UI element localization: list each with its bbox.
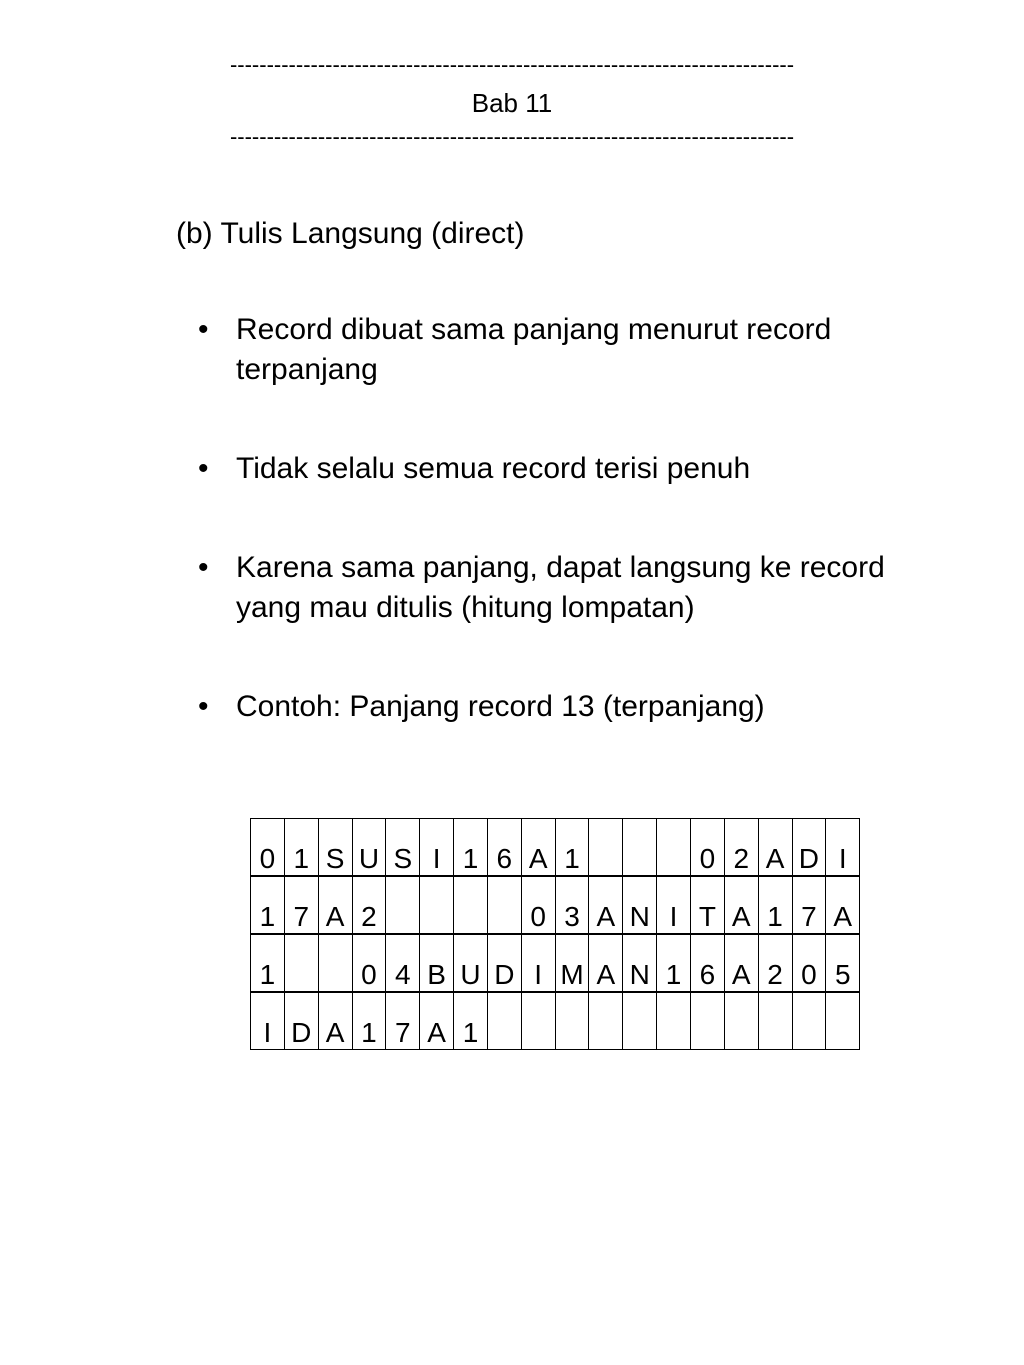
record-cell: I: [826, 819, 860, 875]
record-cell: 2: [759, 935, 793, 991]
record-row: [250, 934, 860, 992]
bullet-icon: •: [198, 551, 209, 584]
record-cell: I: [657, 877, 691, 933]
bullet-list: [198, 310, 938, 786]
record-cell: 4: [386, 935, 420, 991]
record-cell: A: [725, 935, 759, 991]
record-cell: [623, 993, 657, 1049]
record-cell: 0: [691, 819, 725, 875]
bullet-item: [198, 548, 938, 628]
record-cell: D: [793, 819, 827, 875]
record-cell: [285, 935, 319, 991]
record-cell: 1: [556, 819, 590, 875]
record-cell: 7: [793, 877, 827, 933]
record-cell: D: [488, 935, 522, 991]
record-cell: 1: [454, 819, 488, 875]
record-cell: A: [589, 877, 623, 933]
record-cell: [691, 993, 725, 1049]
header-divider-top: -----------------------------------------------------------------------------: [229, 54, 795, 76]
record-cell: M: [556, 935, 590, 991]
bullet-text: Karena sama panjang, dapat langsung ke record yang mau ditulis (hitung lompatan): [236, 551, 885, 624]
record-cell: A: [319, 877, 353, 933]
bullet-icon: •: [198, 452, 209, 485]
record-cell: A: [522, 819, 556, 875]
record-cell: [793, 993, 827, 1049]
record-cell: [657, 819, 691, 875]
record-row: [250, 818, 860, 876]
record-cell: N: [623, 935, 657, 991]
record-cell: A: [725, 877, 759, 933]
record-cell: A: [319, 993, 353, 1049]
record-cell: I: [251, 993, 285, 1049]
record-cell: [488, 877, 522, 933]
record-cell: 0: [522, 877, 556, 933]
record-grid: [250, 818, 860, 1050]
record-cell: [589, 993, 623, 1049]
record-cell: 1: [657, 935, 691, 991]
record-cell: 1: [251, 877, 285, 933]
record-row: [250, 876, 860, 934]
record-cell: D: [285, 993, 319, 1049]
record-cell: I: [420, 819, 454, 875]
record-cell: [556, 993, 590, 1049]
record-cell: 0: [353, 935, 387, 991]
bullet-text: Record dibuat sama panjang menurut record terpanjang: [236, 313, 832, 386]
record-cell: U: [353, 819, 387, 875]
bullet-item: [198, 310, 938, 390]
record-cell: 2: [353, 877, 387, 933]
bullet-item: [198, 687, 938, 727]
record-cell: T: [691, 877, 725, 933]
record-cell: 7: [285, 877, 319, 933]
record-cell: A: [589, 935, 623, 991]
record-cell: [759, 993, 793, 1049]
record-cell: 1: [285, 819, 319, 875]
record-cell: I: [522, 935, 556, 991]
record-cell: A: [826, 877, 860, 933]
record-cell: S: [386, 819, 420, 875]
record-cell: [454, 877, 488, 933]
bullet-icon: •: [198, 313, 209, 346]
bullet-icon: •: [198, 690, 209, 723]
record-cell: 1: [251, 935, 285, 991]
record-cell: [826, 993, 860, 1049]
record-cell: [420, 877, 454, 933]
record-cell: [386, 877, 420, 933]
record-cell: 2: [725, 819, 759, 875]
record-cell: 1: [353, 993, 387, 1049]
header-divider-bottom: -----------------------------------------------------------------------------: [229, 126, 795, 148]
bullet-text: Contoh: Panjang record 13 (terpanjang): [236, 690, 765, 723]
record-cell: [488, 993, 522, 1049]
record-cell: 6: [691, 935, 725, 991]
record-cell: [522, 993, 556, 1049]
record-cell: [319, 935, 353, 991]
record-cell: A: [759, 819, 793, 875]
record-cell: 0: [251, 819, 285, 875]
section-heading: (b) Tulis Langsung (direct): [176, 217, 525, 250]
record-cell: 0: [793, 935, 827, 991]
record-cell: 1: [454, 993, 488, 1049]
record-cell: [657, 993, 691, 1049]
record-cell: S: [319, 819, 353, 875]
record-cell: [725, 993, 759, 1049]
bullet-text: Tidak selalu semua record terisi penuh: [236, 452, 751, 485]
record-cell: 6: [488, 819, 522, 875]
record-cell: 3: [556, 877, 590, 933]
record-cell: 1: [759, 877, 793, 933]
record-cell: U: [454, 935, 488, 991]
record-cell: N: [623, 877, 657, 933]
record-cell: 5: [826, 935, 860, 991]
record-cell: [623, 819, 657, 875]
record-cell: 7: [386, 993, 420, 1049]
record-cell: [589, 819, 623, 875]
record-row: [250, 992, 860, 1050]
bullet-item: [198, 449, 938, 489]
record-cell: B: [420, 935, 454, 991]
chapter-title: Bab 11: [471, 88, 553, 118]
record-cell: A: [420, 993, 454, 1049]
